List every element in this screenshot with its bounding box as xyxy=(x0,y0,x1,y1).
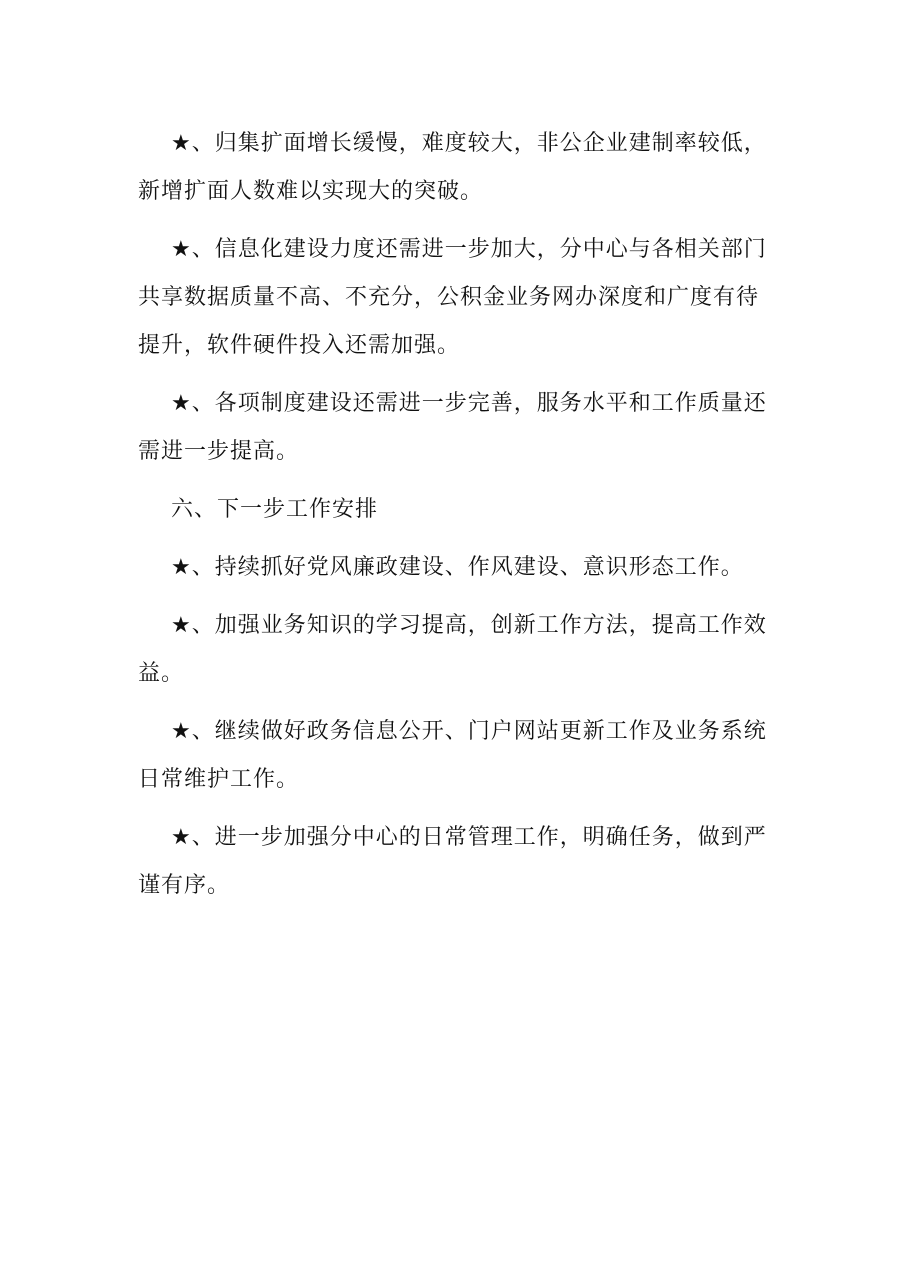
paragraph-management: ★、进一步加强分中心的日常管理工作，明确任务，做到严谨有序。 xyxy=(138,825,767,898)
paragraph-informatization: ★、信息化建设力度还需进一步加大，分中心与各相关部门共享数据质量不高、不充分，公积金业务网办深度和广度有待提升，软件硬件投入还需加强。 xyxy=(138,237,767,358)
paragraph-information-disclosure: ★、继续做好政务信息公开、门户网站更新工作及业务系统日常维护工作。 xyxy=(138,719,767,792)
document-body xyxy=(138,120,778,920)
paragraph-collection-growth: ★、归集扩面增长缓慢，难度较大，非公企业建制率较低，新增扩面人数难以实现大的突破。 xyxy=(138,131,767,204)
paragraph-system-building: ★、各项制度建设还需进一步完善，服务水平和工作质量还需进一步提高。 xyxy=(138,391,767,464)
paragraph-learning: ★、加强业务知识的学习提高，创新工作方法，提高工作效益。 xyxy=(138,613,767,686)
paragraph-party-conduct: ★、持续抓好党风廉政建设、作风建设、意识形态工作。 xyxy=(171,555,744,580)
section-heading-next-steps: 六、下一步工作安排 xyxy=(171,497,379,522)
